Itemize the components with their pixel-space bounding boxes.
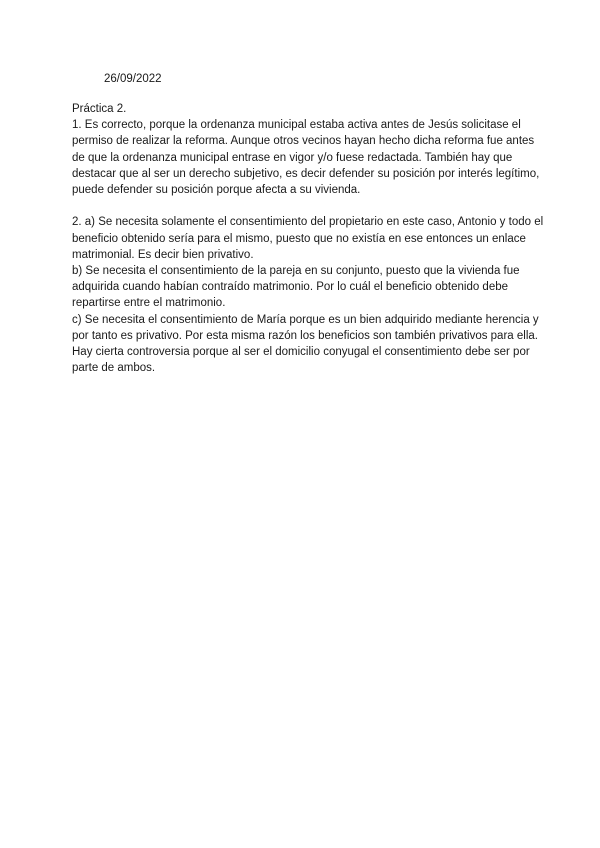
paragraph-line: 2. a) Se necesita solamente el consentimiento del propietario en este caso, Antonio y todo el — [72, 216, 544, 229]
paragraph-line: matrimonial. Es decir bien privativo. — [72, 248, 254, 261]
answer-1-paragraph — [72, 117, 540, 198]
paragraph-line: por tanto es privativo. Por esta misma razón los beneficios son también privativos para ella. — [72, 329, 538, 342]
paragraph-line: destacar que al ser un derecho subjetivo, es decir defender su posición por interés legítimo, — [72, 167, 540, 180]
paragraph-line: parte de ambos. — [72, 362, 156, 375]
paragraph-line: adquirida cuando habían contraído matrimonio. Por lo cuál el beneficio obtenido debe — [72, 281, 509, 294]
paragraph-line: puede defender su posición porque afecta a su vivienda. — [72, 184, 361, 197]
paragraph-line: Hay cierta controversia porque al ser el domicilio conyugal el consentimiento debe ser por — [72, 346, 530, 359]
paragraph-line: permiso de realizar la reforma. Aunque otros vecinos hayan hecho dicha reforma fue antes — [72, 135, 535, 148]
answer-2-paragraph — [72, 214, 544, 376]
paragraph-line: beneficio obtenido sería para el mismo, puesto que no existía en ese entonces un enlace — [72, 232, 526, 245]
paragraph-line: b) Se necesita el consentimiento de la pareja en su conjunto, puesto que la vivienda fue — [72, 265, 520, 278]
document-body — [72, 101, 544, 376]
paragraph-spacer — [72, 198, 532, 214]
paragraph-line: de que la ordenanza municipal entrase en vigor y/o fuese redactada. También hay que — [72, 151, 513, 164]
paragraph-line: c) Se necesita el consentimiento de María porque es un bien adquirido mediante herencia y — [72, 313, 539, 326]
document-title: Práctica 2. — [72, 103, 127, 115]
paragraph-line: repartirse entre el matrimonio. — [72, 297, 226, 310]
paragraph-line: 1. Es correcto, porque la ordenanza municipal estaba activa antes de Jesús solicitase el — [72, 119, 521, 132]
document-date: 26/09/2022 — [104, 73, 162, 85]
